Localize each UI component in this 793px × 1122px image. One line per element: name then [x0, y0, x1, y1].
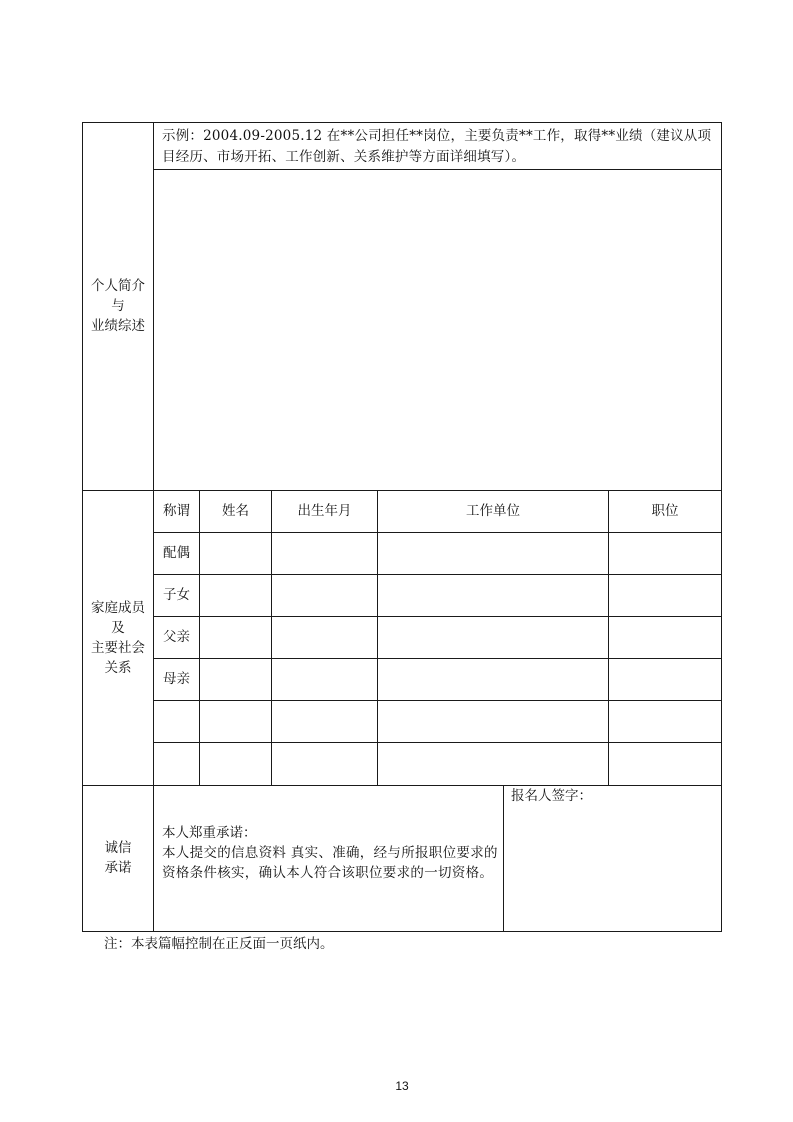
table-border-bottom: [82, 931, 722, 932]
header-name: 姓名: [222, 503, 249, 519]
row-divider: [154, 532, 722, 533]
row-divider: [154, 616, 722, 617]
signature-field[interactable]: [505, 808, 719, 929]
family-col-divider: [199, 490, 200, 785]
profile-section-label: [83, 276, 153, 336]
header-relation: 称谓: [163, 503, 190, 519]
label-line: 及: [111, 620, 125, 636]
header-position: 职位: [651, 503, 679, 519]
family-col-divider: [377, 490, 378, 785]
footnote: 注：本表篇幅控制在正反面一页纸内。: [104, 936, 334, 952]
header-employer: 工作单位: [466, 503, 520, 519]
label-line: 主要社会: [91, 640, 145, 656]
pledge-heading: 本人郑重承诺：: [162, 825, 257, 841]
label-line: 诚信: [104, 840, 132, 856]
family-col-divider: [608, 490, 609, 785]
pledge-body: 本人提交的信息资料 真实、准确，经与所报职位要求的资格条件核实，确认本人符合该职位要求的一切资格。: [162, 845, 498, 881]
profile-input-area[interactable]: [155, 171, 720, 489]
pledge-section-label: [83, 838, 153, 878]
label-line: 业绩综述: [91, 318, 145, 334]
row-divider: [154, 574, 722, 575]
label-line: 个人简介: [91, 278, 145, 294]
page-number: 13: [395, 1079, 409, 1093]
row-divider: [154, 700, 722, 701]
section-divider: [82, 785, 722, 786]
table-row-relation: 配偶: [163, 545, 190, 561]
row-divider: [154, 742, 722, 743]
family-col-divider: [271, 490, 272, 785]
label-line: 家庭成员: [91, 600, 145, 616]
row-divider: [154, 658, 722, 659]
label-line: 与: [111, 298, 125, 314]
signature-label: 报名人签字：: [511, 788, 592, 804]
table-border-left: [82, 122, 83, 932]
profile-example-text: 示例：2004.09-2005.12 在**公司担任**岗位，主要负责**工作，取得**业绩（建议从项目经历、市场开拓、工作创新、关系维护等方面详细填写）。: [162, 128, 712, 165]
table-row-relation: 母亲: [163, 671, 190, 687]
header-birth: 出生年月: [297, 503, 352, 519]
label-line: 承诺: [104, 860, 132, 876]
table-border-right: [721, 122, 722, 932]
table-border-top: [82, 122, 722, 123]
label-line: 关系: [104, 660, 132, 676]
section-divider: [82, 490, 722, 491]
family-section-label: [83, 598, 153, 678]
table-row-relation: 子女: [163, 587, 190, 603]
table-row-relation: 父亲: [163, 629, 190, 645]
